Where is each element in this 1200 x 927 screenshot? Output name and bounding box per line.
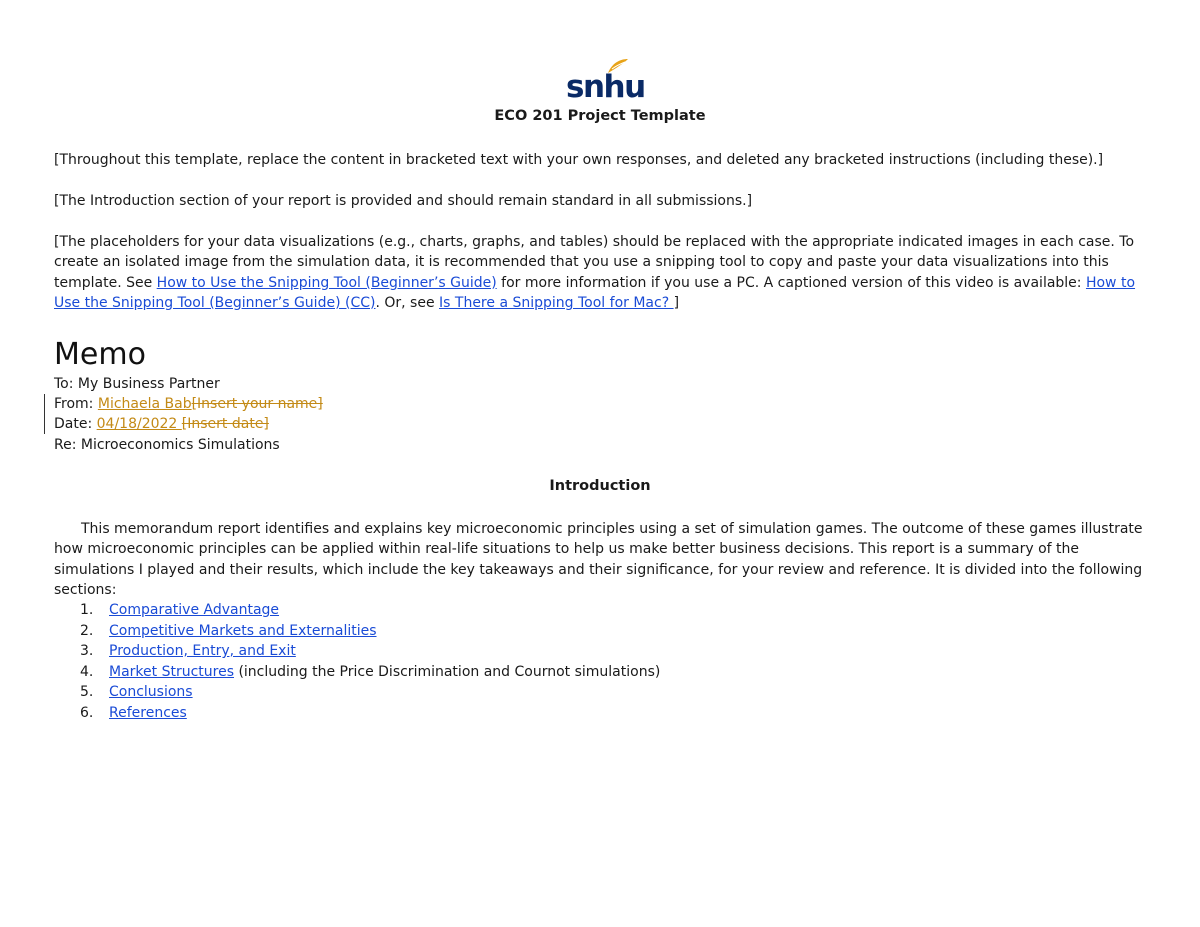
instruction-text: [The placeholders for your data visualizations (e.g., charts, graphs, and tables) should be replaced with the appropriate indicated images in each case. To create an isolated image from the simulation data, it is recommended that you use a snipping tool to copy and paste your data visualizations into this template. See [54, 234, 1135, 291]
snipping-tool-cc-link[interactable]: How to Use the Snipping Tool (Beginner’s Guide) (CC) [54, 274, 1136, 311]
introduction-body: This memorandum report identifies and explains key microeconomic principles using a set of simulation games. The outcome of these games illustrate how microeconomic principles can be applied within real-life situations to help us make better business decisions. This report is a summary of the simulations I played and their results, which include the key takeaways and their significance, for your review and reference. It is divided into the following sections: [54, 521, 1143, 598]
instruction-text: for more information if you use a PC. A captioned version of this video is available: [496, 274, 1086, 291]
section-link[interactable]: Comparative Advantage [109, 602, 280, 618]
list-item-number: 3. [80, 643, 94, 659]
memo-date-inserted[interactable]: 04/18/2022 [96, 416, 182, 432]
logo-wordmark: snhu [566, 69, 645, 105]
change-bar [44, 414, 45, 434]
memo-date-label: Date: [54, 416, 97, 432]
memo-from-line [54, 394, 323, 414]
instruction-paragraph-1: [Throughout this template, replace the content in bracketed text with your own responses, and deleted any bracketed instructions (including these).] [54, 152, 1104, 168]
section-link[interactable]: Competitive Markets and Externalities [109, 622, 377, 639]
memo-date-line [54, 414, 269, 434]
section-link[interactable]: Conclusions [109, 684, 193, 700]
memo-to-value: My Business Partner [77, 376, 220, 392]
memo-re-line [54, 435, 280, 455]
memo-from-deleted[interactable]: [Insert your name] [191, 396, 323, 412]
instruction-text: ] [673, 294, 680, 311]
section-link[interactable]: Market Structures [109, 663, 234, 680]
list-item-number: 1. [80, 602, 94, 618]
snhu-logo [566, 57, 645, 105]
introduction-heading: Introduction [549, 478, 651, 494]
section-link[interactable]: Production, Entry, and Exit [109, 643, 296, 659]
list-item-text [109, 621, 377, 642]
list-item-text [109, 662, 660, 683]
list-item-number: 6. [80, 704, 94, 721]
memo-to-line [54, 374, 220, 394]
list-item-text [109, 703, 187, 724]
memo-date-deleted[interactable]: [Insert date] [181, 416, 269, 432]
list-item-text [109, 600, 279, 621]
memo-to-label: To: [54, 376, 78, 392]
instruction-paragraph-3 [54, 232, 1149, 313]
list-item-number: 5. [80, 684, 94, 700]
memo-from-inserted[interactable]: Michaela Bab [97, 396, 192, 412]
snipping-tool-guide-link[interactable]: How to Use the Snipping Tool (Beginner’s Guide) [156, 274, 497, 291]
page-title: ECO 201 Project Template [494, 108, 706, 124]
instruction-paragraph-2: [The Introduction section of your report is provided and should remain standard in all submissions.] [54, 193, 753, 209]
memo-from-label: From: [54, 396, 98, 412]
list-item-number: 4. [80, 663, 94, 680]
section-note: (including the Price Discrimination and Cournot simulations) [234, 663, 661, 680]
memo-re-label: Re: [54, 437, 81, 453]
list-item-text [109, 641, 296, 662]
memo-heading: Memo [54, 337, 146, 372]
list-item-text [109, 682, 193, 703]
section-link[interactable]: References [109, 704, 187, 721]
change-bar [44, 394, 45, 414]
instruction-text: . Or, see [375, 294, 440, 311]
snipping-tool-mac-link[interactable]: Is There a Snipping Tool for Mac? [439, 294, 674, 311]
list-item-number: 2. [80, 622, 94, 639]
memo-re-value: Microeconomics Simulations [80, 437, 280, 453]
